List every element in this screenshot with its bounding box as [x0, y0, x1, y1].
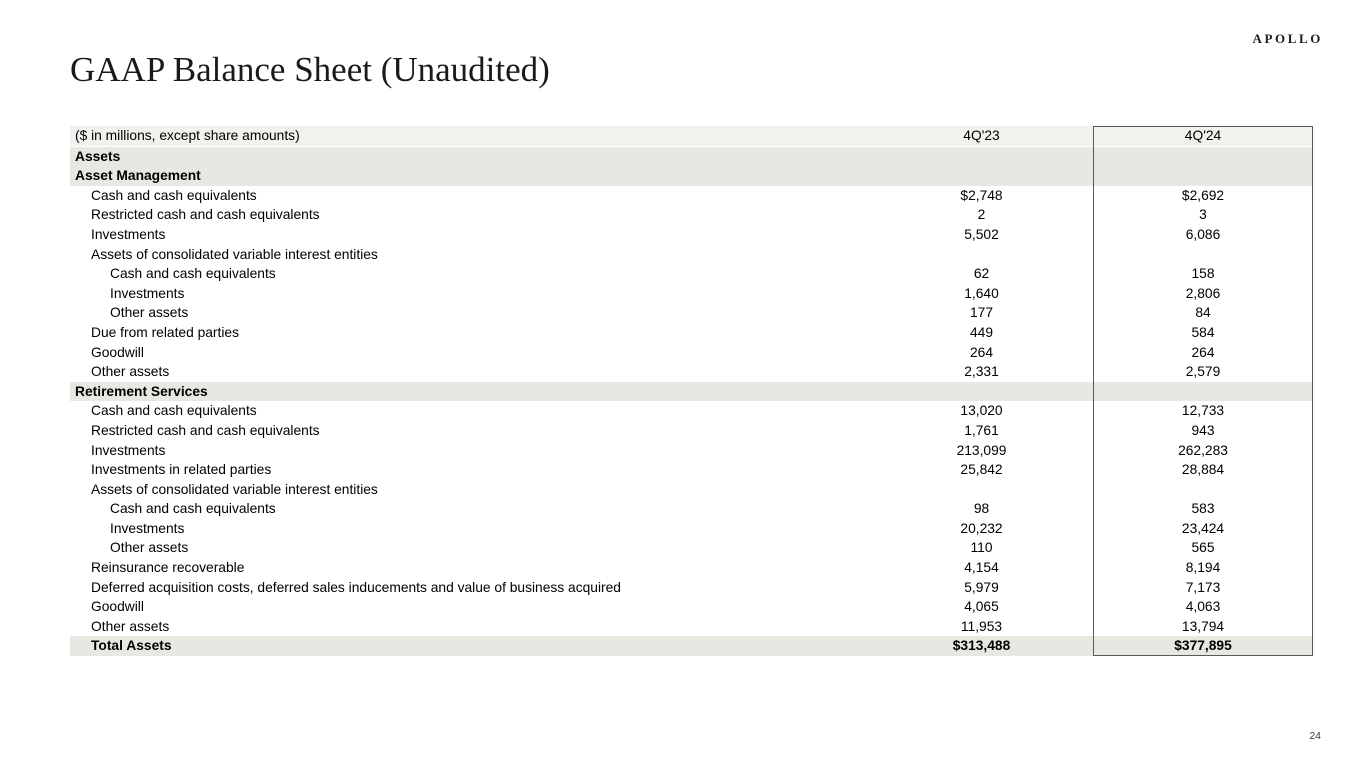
value-4q24: 3: [1199, 207, 1207, 223]
line-item-row: [70, 578, 1313, 598]
row-label: Reinsurance recoverable: [91, 560, 245, 576]
value-4q23: 25,842: [960, 462, 1003, 478]
line-item-row: [70, 558, 1313, 578]
line-item-row: [70, 401, 1313, 421]
row-label: Other assets: [110, 305, 189, 321]
row-label: Investments: [110, 285, 185, 301]
value-4q24: 583: [1191, 501, 1215, 517]
row-label: Cash and cash equivalents: [91, 403, 257, 419]
row-label: Retirement Services: [75, 383, 208, 399]
value-4q24: 8,194: [1185, 560, 1221, 576]
page-title: GAAP Balance Sheet (Unaudited): [70, 50, 550, 89]
value-4q23: 13,020: [960, 403, 1003, 419]
value-4q24: 565: [1191, 540, 1215, 556]
line-item-row: [70, 205, 1313, 225]
value-4q23: 1,761: [964, 422, 999, 438]
line-item-row: [70, 538, 1313, 558]
line-item-row: [70, 323, 1313, 343]
row-label: Investments: [91, 226, 166, 242]
row-label: Total Assets: [91, 638, 172, 654]
line-item-row: [70, 343, 1313, 363]
row-label: Assets of consolidated variable interest entities: [91, 481, 378, 497]
line-item-row: [70, 225, 1313, 245]
value-4q23: 20,232: [960, 520, 1003, 536]
value-4q24: 6,086: [1185, 226, 1221, 242]
value-4q23: 5,502: [964, 226, 999, 242]
value-4q23: 177: [969, 305, 994, 321]
value-4q24: 2,806: [1185, 285, 1221, 301]
table-units-note: ($ in millions, except share amounts): [75, 128, 300, 143]
value-4q23: 4,154: [964, 560, 999, 576]
row-label: Restricted cash and cash equivalents: [91, 422, 320, 438]
value-4q24: 584: [1191, 324, 1215, 340]
line-item-row: [70, 519, 1313, 539]
value-4q24: 2,579: [1185, 364, 1221, 380]
value-4q24: 943: [1191, 422, 1215, 438]
total-row: [70, 636, 1313, 656]
line-item-row: [70, 499, 1313, 519]
value-4q23: $2,748: [960, 187, 1003, 203]
row-label: Other assets: [110, 540, 189, 556]
value-4q24: 28,884: [1181, 462, 1225, 478]
row-label: Cash and cash equivalents: [110, 266, 276, 282]
section-row: [70, 382, 1313, 402]
value-4q24: 84: [1195, 305, 1211, 321]
row-label: Asset Management: [75, 168, 201, 184]
column-header-4q23: 4Q'23: [963, 128, 1000, 143]
row-label: Investments: [110, 520, 185, 536]
line-item-row: [70, 245, 1313, 265]
value-4q24: 158: [1191, 266, 1215, 282]
page-number: 24: [1309, 730, 1321, 742]
column-header-4q24: 4Q'24: [1184, 128, 1222, 143]
line-item-row: [70, 303, 1313, 323]
value-4q23: 62: [973, 266, 990, 282]
line-item-row: [70, 441, 1313, 461]
line-item-row: [70, 617, 1313, 637]
row-label: Assets of consolidated variable interest entities: [91, 246, 378, 262]
value-4q23: 449: [969, 324, 994, 340]
table-header-row: [70, 126, 1313, 147]
row-label: Other assets: [91, 618, 170, 634]
row-label: Goodwill: [91, 599, 144, 615]
value-4q24: 23,424: [1181, 520, 1225, 536]
apollo-logo: APOLLO: [1252, 31, 1323, 46]
line-item-row: [70, 480, 1313, 500]
row-label: Cash and cash equivalents: [91, 187, 257, 203]
line-item-row: [70, 362, 1313, 382]
line-item-row: [70, 284, 1313, 304]
line-item-row: [70, 421, 1313, 441]
value-4q24: 4,063: [1185, 599, 1221, 615]
value-4q23: 110: [970, 540, 993, 556]
value-4q24: 264: [1191, 344, 1215, 360]
value-4q24: $2,692: [1181, 187, 1225, 203]
value-4q23: 2,331: [964, 364, 999, 380]
balance-sheet-table: [70, 126, 1313, 656]
value-4q24: 7,173: [1185, 579, 1221, 595]
section-row: [70, 166, 1313, 186]
row-label: Restricted cash and cash equivalents: [91, 207, 320, 223]
line-item-row: [70, 597, 1313, 617]
line-item-row: [70, 186, 1313, 206]
row-label: Investments: [91, 442, 166, 458]
row-label: Cash and cash equivalents: [110, 501, 276, 517]
value-4q23: 2: [977, 207, 986, 223]
value-4q23: 11,953: [960, 618, 1003, 634]
value-4q23: 213,099: [956, 442, 1007, 458]
row-label: Assets: [75, 148, 121, 164]
line-item-row: [70, 264, 1313, 284]
value-4q23: 4,065: [964, 599, 999, 615]
row-label: Goodwill: [91, 344, 144, 360]
row-label: Other assets: [91, 364, 170, 380]
value-4q24: 13,794: [1181, 618, 1225, 634]
value-4q23: 1,640: [964, 285, 999, 301]
section-row: [70, 147, 1313, 167]
row-label: Deferred acquisition costs, deferred sales inducements and value of business acquired: [91, 579, 621, 595]
value-4q24: 262,283: [1178, 442, 1228, 458]
line-item-row: [70, 460, 1313, 480]
row-label: Investments in related parties: [91, 462, 272, 478]
table-body: [70, 147, 1313, 656]
value-4q24: $377,895: [1174, 638, 1232, 654]
value-4q24: 12,733: [1181, 403, 1225, 419]
value-4q23: 264: [969, 344, 994, 360]
value-4q23: 98: [973, 501, 990, 517]
value-4q23: $313,488: [952, 638, 1011, 654]
row-label: Due from related parties: [91, 324, 239, 340]
value-4q23: 5,979: [964, 579, 999, 595]
